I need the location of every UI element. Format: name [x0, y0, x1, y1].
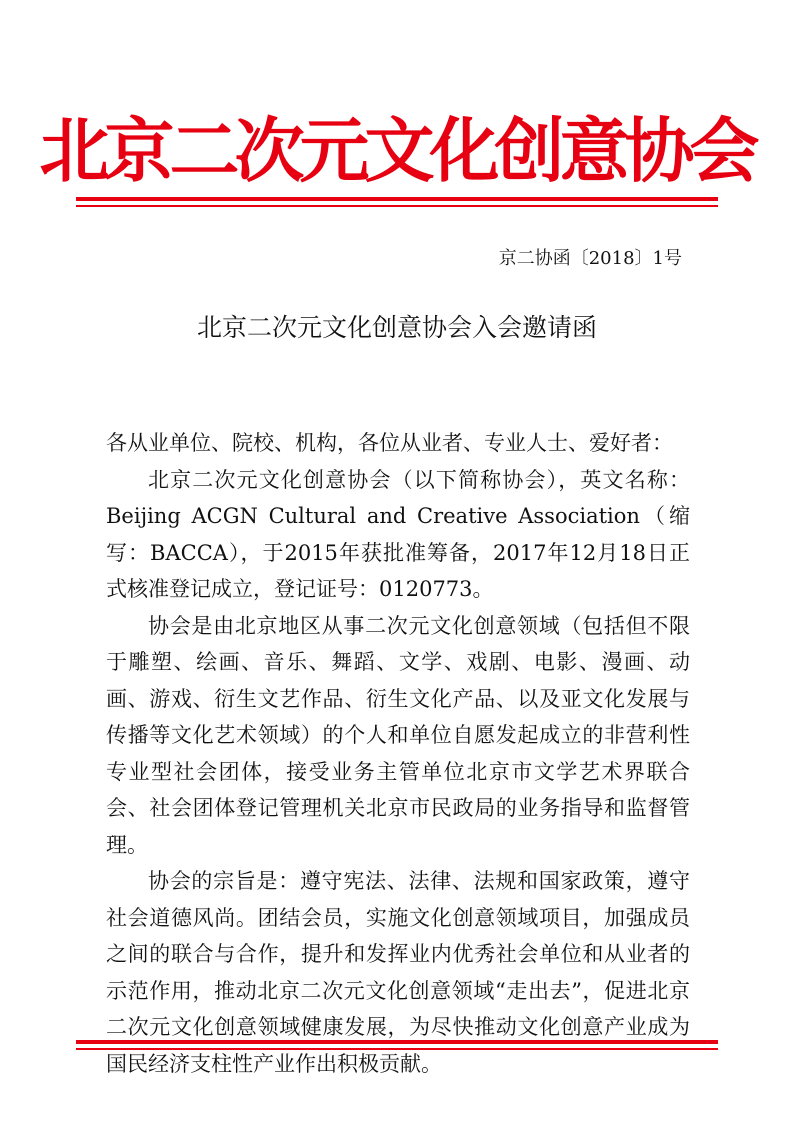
footer-rule-thick: [76, 1040, 718, 1044]
document-number: 京二协函〔2018〕1号: [498, 248, 682, 269]
header-rule-thick: [76, 197, 718, 201]
salutation: 各从业单位、院校、机构，各位从业者、专业人士、爱好者：: [106, 431, 673, 455]
header-rule-thin: [76, 205, 718, 207]
letter-body: [106, 425, 690, 1082]
letterhead-title: 北京二次元文化创意协会: [39, 108, 755, 192]
paragraph-scope: 协会是由北京地区从事二次元文化创意领域（包括但不限于雕塑、绘画、音乐、舞蹈、文学、戏剧、电影、漫画、动画、游戏、衍生文艺作品、衍生文化产品、以及亚文化发展与传播等文化艺术领域）的个人和单位自愿发起成立的非营利性专业型社会团体，接受业务主管单位北京市文学艺术界联合会、社会团体登记管理机关北京市民政局的业务指导和监督管理。: [106, 613, 690, 857]
footer-rule-thin: [76, 1048, 718, 1050]
paragraph-mission: 协会的宗旨是：遵守宪法、法律、法规和国家政策，遵守社会道德风尚。团结会员，实施文化创意领域项目，加强成员之间的联合与合作，提升和发挥业内优秀社会单位和从业者的示范作用，推动北京二次元文化创意领域“走出去”，促进北京二次元文化创意领域健康发展，为尽快推动文化创意产业成为国民经济支柱性产业作出积极贡献。: [106, 869, 690, 1076]
document-title: 北京二次元文化创意协会入会邀请函: [196, 313, 597, 342]
paragraph-intro: 北京二次元文化创意协会（以下简称协会），英文名称：Beijing ACGN Cultural and Creative Association（缩写：BACCA），于2015年获批准筹备，2017年12月18日正式核准登记成立，登记证号：0120773。: [106, 467, 690, 601]
